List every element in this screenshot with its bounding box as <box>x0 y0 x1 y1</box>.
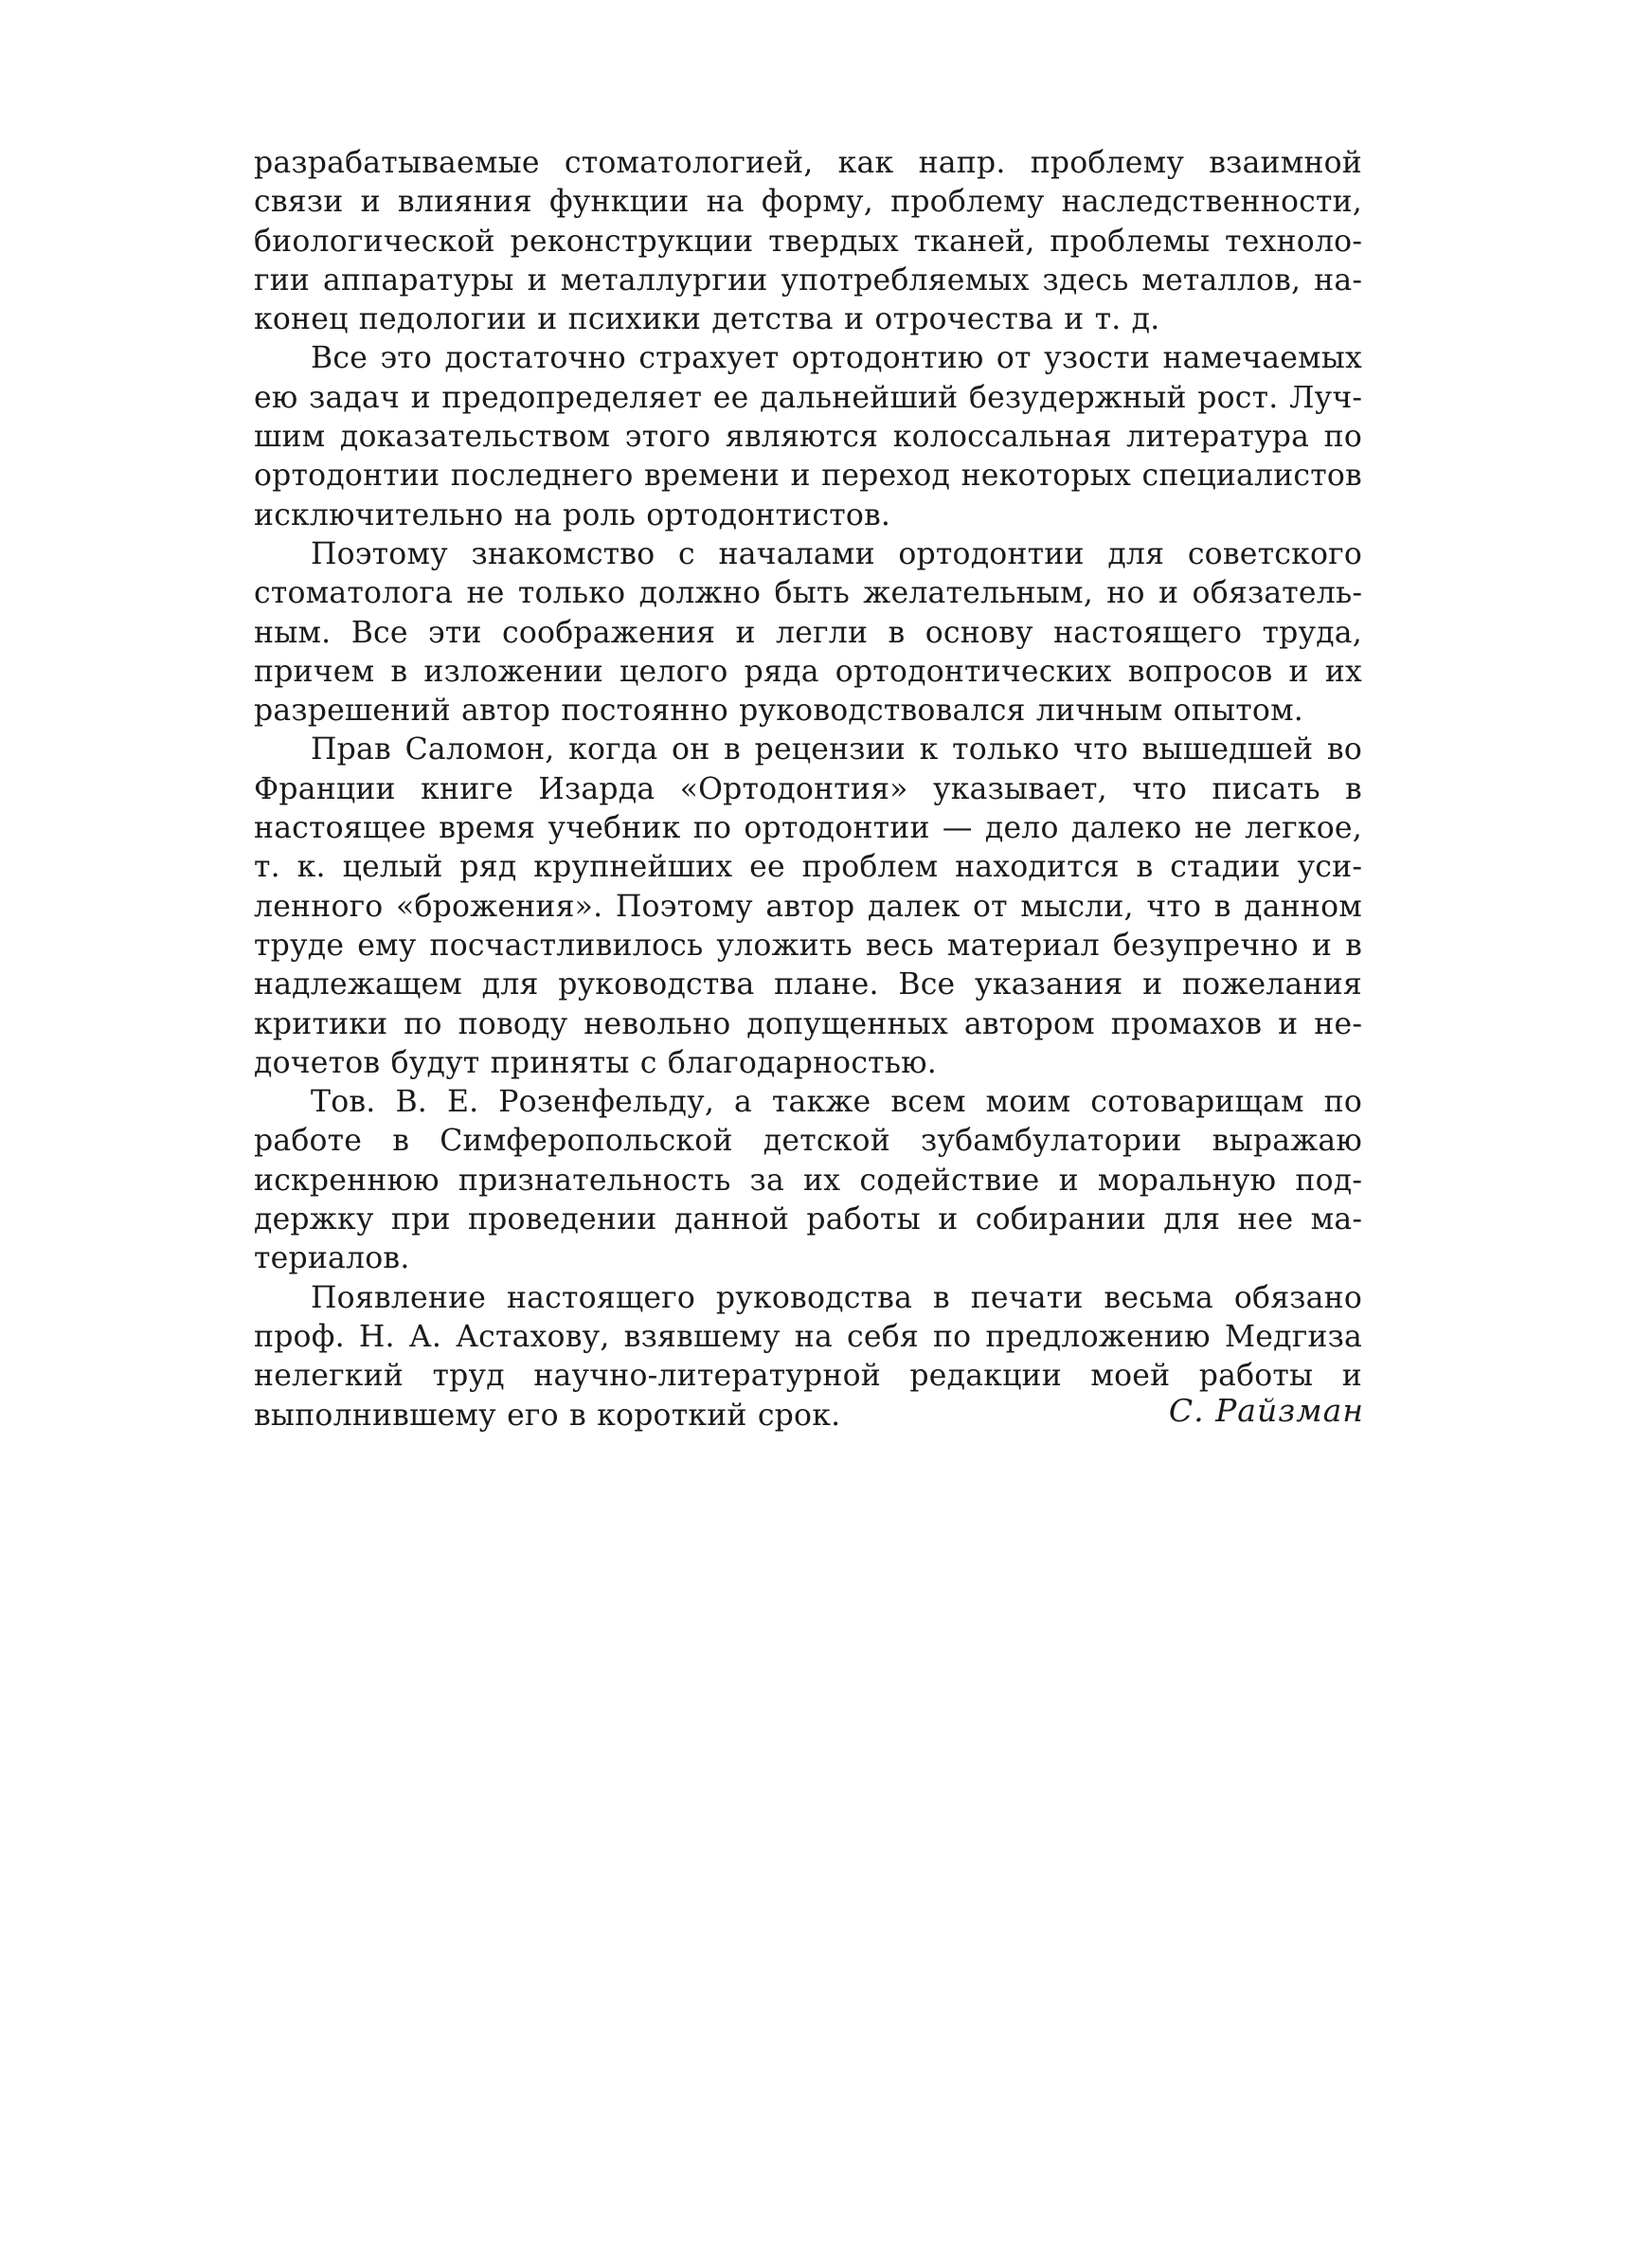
paragraph-continuation: разрабатываемые стоматологией, как напр. проблему взаимной связи и влияния функции на форму, проблему наследственности, биологической реконструкции твердых тканей, проблемы технологии аппаратуры и металлургии употребляемых здесь металлов, наконец педологии и психики детства и отрочества и т. д. <box>254 146 1362 337</box>
paragraph-book-basis: Поэтому знакомство с началами ортодонтии для советского стоматолога не только должно быть желательным, но и обязательным. Все эти соображения и легли в основу настоящего труда, причем в изложении целого ряда ортодонтических вопросов и их разрешений автор постоянно руководствовался личным опытом. <box>254 536 1362 729</box>
paragraph-orthodontics-growth: Все это достаточно страхует ортодонтию от узости намечаемых ею задач и предопределяет ее дальнейший безудержный рост. Лучшим доказательством этого являются колоссальная литература по ортодонтии последнего времени и переход некоторых специалистов исключительно на роль ортодонтистов. <box>254 341 1362 533</box>
body-text <box>254 144 1362 1435</box>
paragraph-acknowledgement-colleagues: Тов. В. Е. Розенфельду, а также всем моим сотоварищам по работе в Симферопольской детской зубамбулатории выражаю искреннюю признательность за их содействие и моральную поддержку при проведении данной работы и собирании для нее материалов. <box>254 1085 1362 1276</box>
paragraph-acknowledgement-editor: Появление настоящего руководства в печати весьма обязано проф. Н. А. Астахову, взявшему на себя по предложению Медгиза нелегкий труд научно-литературной редакции моей работы и выполнившему его в короткий срок. <box>254 1280 1362 1433</box>
paragraph-salomon-review: Прав Саломон, когда он в рецензии к только что вышедшей во Франции книге Изарда «Ортодонтия» указывает, что писать в настоящее время учебник по ортодонтии — дело далеко не легкое, т. к. целый ряд крупнейших ее проблем находится в стадии усиленного «брожения». Поэтому автор далек от мысли, что в данном труде ему посчастливилось уложить весь материал безупречно и в надлежащем для руководства плане. Все указания и пожелания критики по поводу невольно допущенных автором промахов и недочетов будут приняты с благодарностью. <box>254 732 1362 1080</box>
author-signature: С. Райзман <box>1168 1392 1364 1429</box>
